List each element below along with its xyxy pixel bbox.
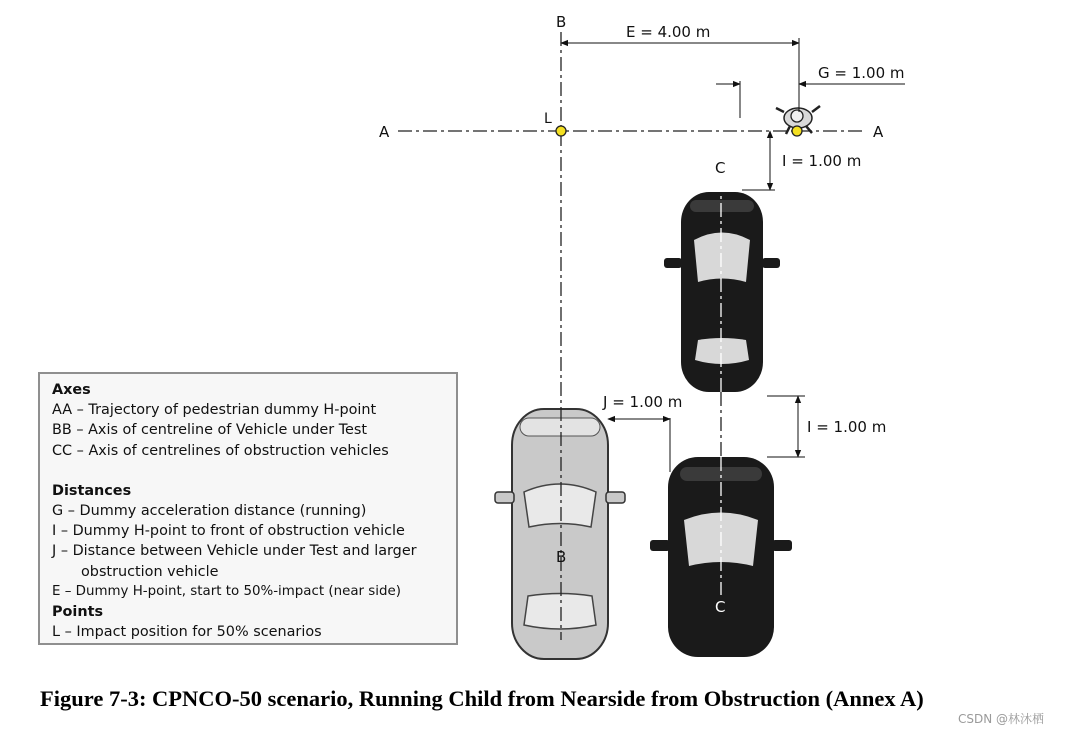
vehicle-under-test (495, 409, 625, 659)
dimension-i-upper (742, 131, 861, 190)
dimension-i-upper-label: I = 1.00 m (782, 152, 862, 170)
dimension-i-lower-label: I = 1.00 m (807, 418, 887, 436)
point-l-label: L (544, 111, 552, 127)
legend-distances-heading: Distances (52, 482, 132, 499)
axis-b-top-label: B (556, 13, 567, 31)
legend-point-item: L – Impact position for 50% scenarios (52, 624, 322, 641)
figure-caption: Figure 7-3: CPNCO-50 scenario, Running Child from Nearside from Obstruction (Annex A) (40, 686, 924, 711)
dummy-h-point (792, 126, 802, 136)
legend-distance-item: E – Dummy H-point, start to 50%-impact (near side) (52, 583, 401, 599)
dimension-j-label: J = 1.00 m (603, 393, 683, 411)
axis-c-top-label: C (715, 159, 726, 177)
axis-a-left-label: A (379, 123, 390, 141)
dimension-j (602, 393, 682, 472)
legend-distance-item: J – Distance between Vehicle under Test and larger (52, 543, 417, 560)
watermark: CSDN @林沐栖 (958, 712, 1045, 726)
legend-distance-item-continued: obstruction vehicle (81, 563, 219, 580)
legend-axes-heading: Axes (52, 382, 91, 398)
dimension-i-lower (767, 396, 886, 457)
axis-a-right-label: A (873, 123, 884, 141)
obstruction-vehicle-front (664, 192, 780, 392)
legend-axes-item: AA – Trajectory of pedestrian dummy H-point (52, 402, 377, 419)
dimension-g-label: G = 1.00 m (818, 64, 905, 82)
legend-axes-item: BB – Axis of centreline of Vehicle under Test (52, 422, 368, 439)
legend-distance-item: I – Dummy H-point to front of obstruction vehicle (52, 523, 405, 540)
legend-points-heading: Points (52, 604, 104, 621)
dimension-e (561, 23, 799, 112)
impact-point-l (556, 126, 566, 136)
legend-axes-item: CC – Axis of centrelines of obstruction vehicles (52, 442, 389, 459)
dimension-e-label: E = 4.00 m (626, 23, 711, 41)
axis-c-car-label: C (715, 598, 726, 616)
legend-distance-item: G – Dummy acceleration distance (running) (52, 503, 367, 520)
dimension-g (716, 64, 905, 118)
legend-box (38, 372, 458, 645)
axis-b-car-label: B (556, 548, 567, 566)
